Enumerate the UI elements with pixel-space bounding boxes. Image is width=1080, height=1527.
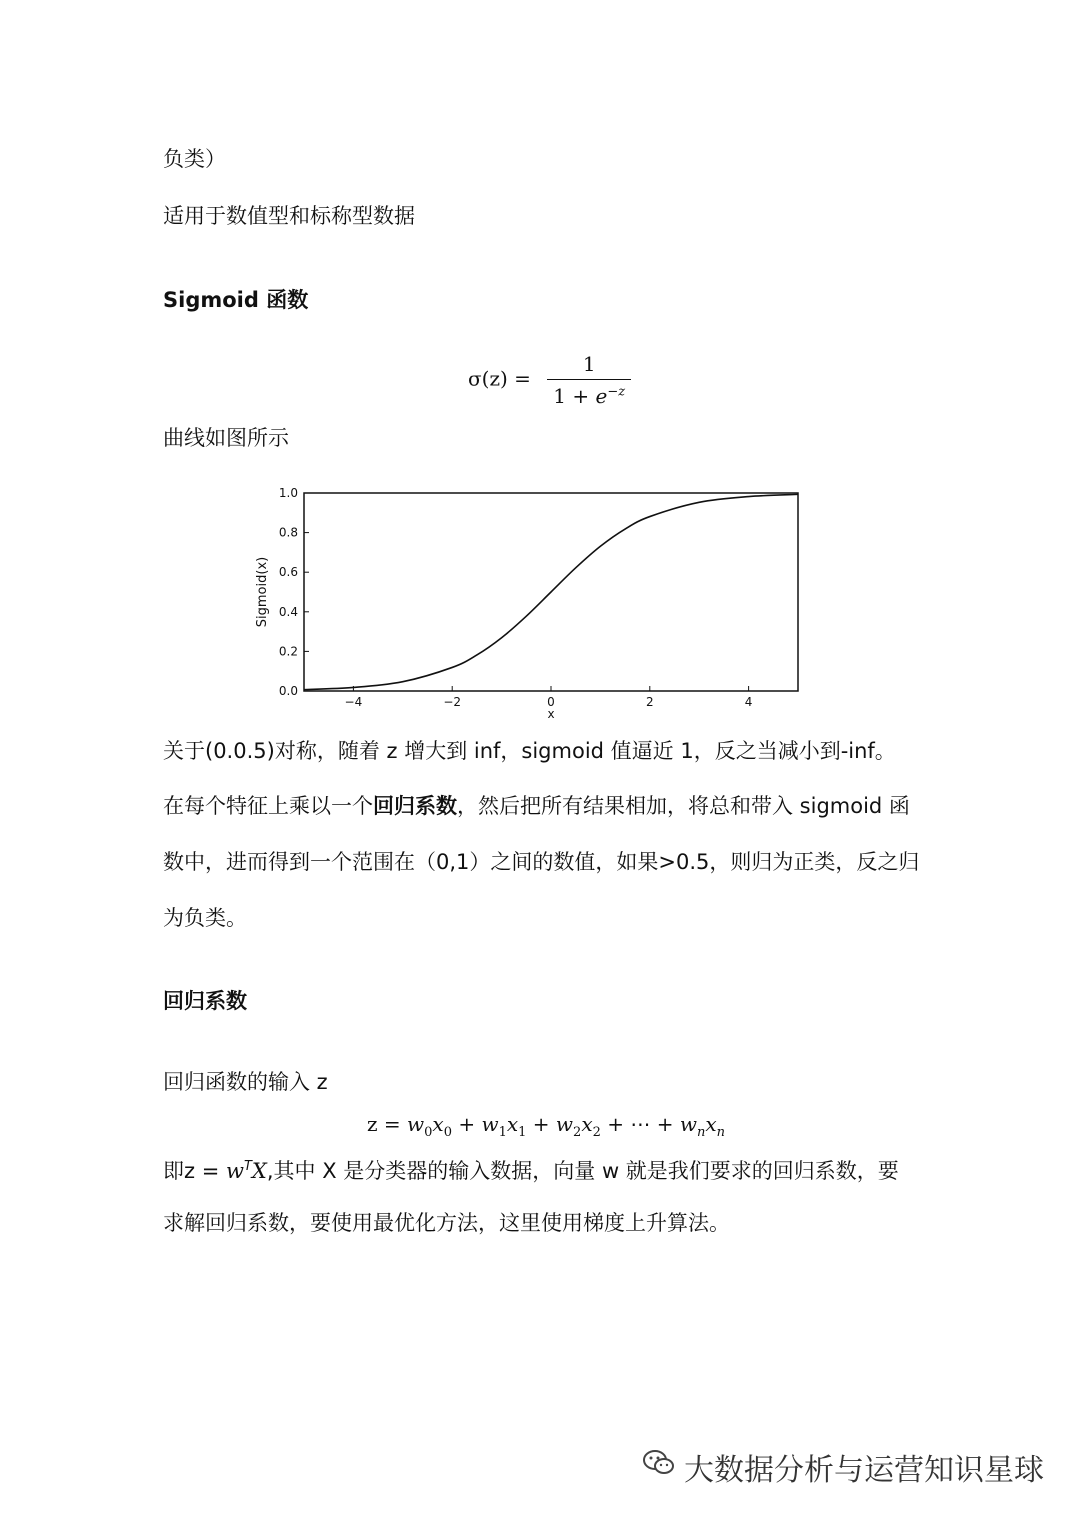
sigmoid-curve	[304, 494, 798, 689]
y-tick-label: 0.8	[278, 525, 298, 540]
text-para-1: 在每个特征上乘以一个回归系数，然后把所有结果相加，将总和带入 sigmoid 函	[163, 794, 910, 818]
x-tick-label: −4	[344, 695, 363, 709]
y-tick-label: 0.4	[278, 604, 298, 619]
heading-regression-coef: 回归系数	[163, 989, 247, 1013]
x-tick-label: −2	[443, 695, 462, 709]
text-curve-caption: 曲线如图所示	[163, 426, 289, 450]
x-axis-label: x	[547, 707, 555, 718]
y-axis-label: Sigmoid(x)	[255, 556, 270, 628]
text-applicable: 适用于数值型和标称型数据	[163, 204, 415, 228]
text-para-2: 数中，进而得到一个范围在（0,1）之间的数值，如果>0.5，则归为正类，反之归	[163, 850, 920, 874]
linear-formula: $z = w_0x_0 + w_1x_1 + w_2x_2$ + ⋯ + $w_nx_n$	[367, 1112, 726, 1140]
wechat-icon	[642, 1448, 676, 1486]
heading-sigmoid: Sigmoid 函数	[163, 288, 309, 312]
watermark	[642, 1445, 1044, 1489]
text-gradient-ascent: 求解回归系数，要使用最优化方法，这里使用梯度上升算法。	[163, 1211, 730, 1235]
watermark-text: 大数据分析与运营知识星球	[684, 1453, 1044, 1488]
x-tick-label: 4	[744, 695, 753, 709]
formula-denominator: $1 + e^{-z}$	[553, 384, 626, 408]
sigmoid-chart	[250, 478, 810, 718]
x-tick-label: 0	[547, 695, 555, 709]
y-tick-label: 1.0	[278, 486, 298, 500]
formula-fraction	[547, 352, 631, 408]
text-para-3: 为负类。	[163, 906, 247, 930]
y-tick-label: 0.2	[278, 644, 298, 659]
y-tick-label: 0.6	[278, 565, 298, 580]
text-symmetry: 关于(0.0.5)对称，随着 z 增大到 inf，sigmoid 值逼近 1，反之当减小到-inf。	[163, 739, 896, 763]
sigmoid-formula	[468, 352, 631, 408]
x-tick-label: 2	[645, 695, 654, 709]
text-fukei: 负类）	[163, 147, 226, 171]
text-wtx: 即$z = w^TX$,其中 X 是分类器的输入数据，向量 w 就是我们要求的回归系数，要	[163, 1159, 899, 1183]
text-input-z: 回归函数的输入 z	[163, 1070, 328, 1094]
bold-regression-coef: 回归系数	[373, 794, 457, 818]
formula-lhs: σ(z) =	[468, 366, 531, 391]
y-tick-label: 0.0	[278, 684, 298, 698]
formula-numerator: 1	[547, 352, 631, 380]
